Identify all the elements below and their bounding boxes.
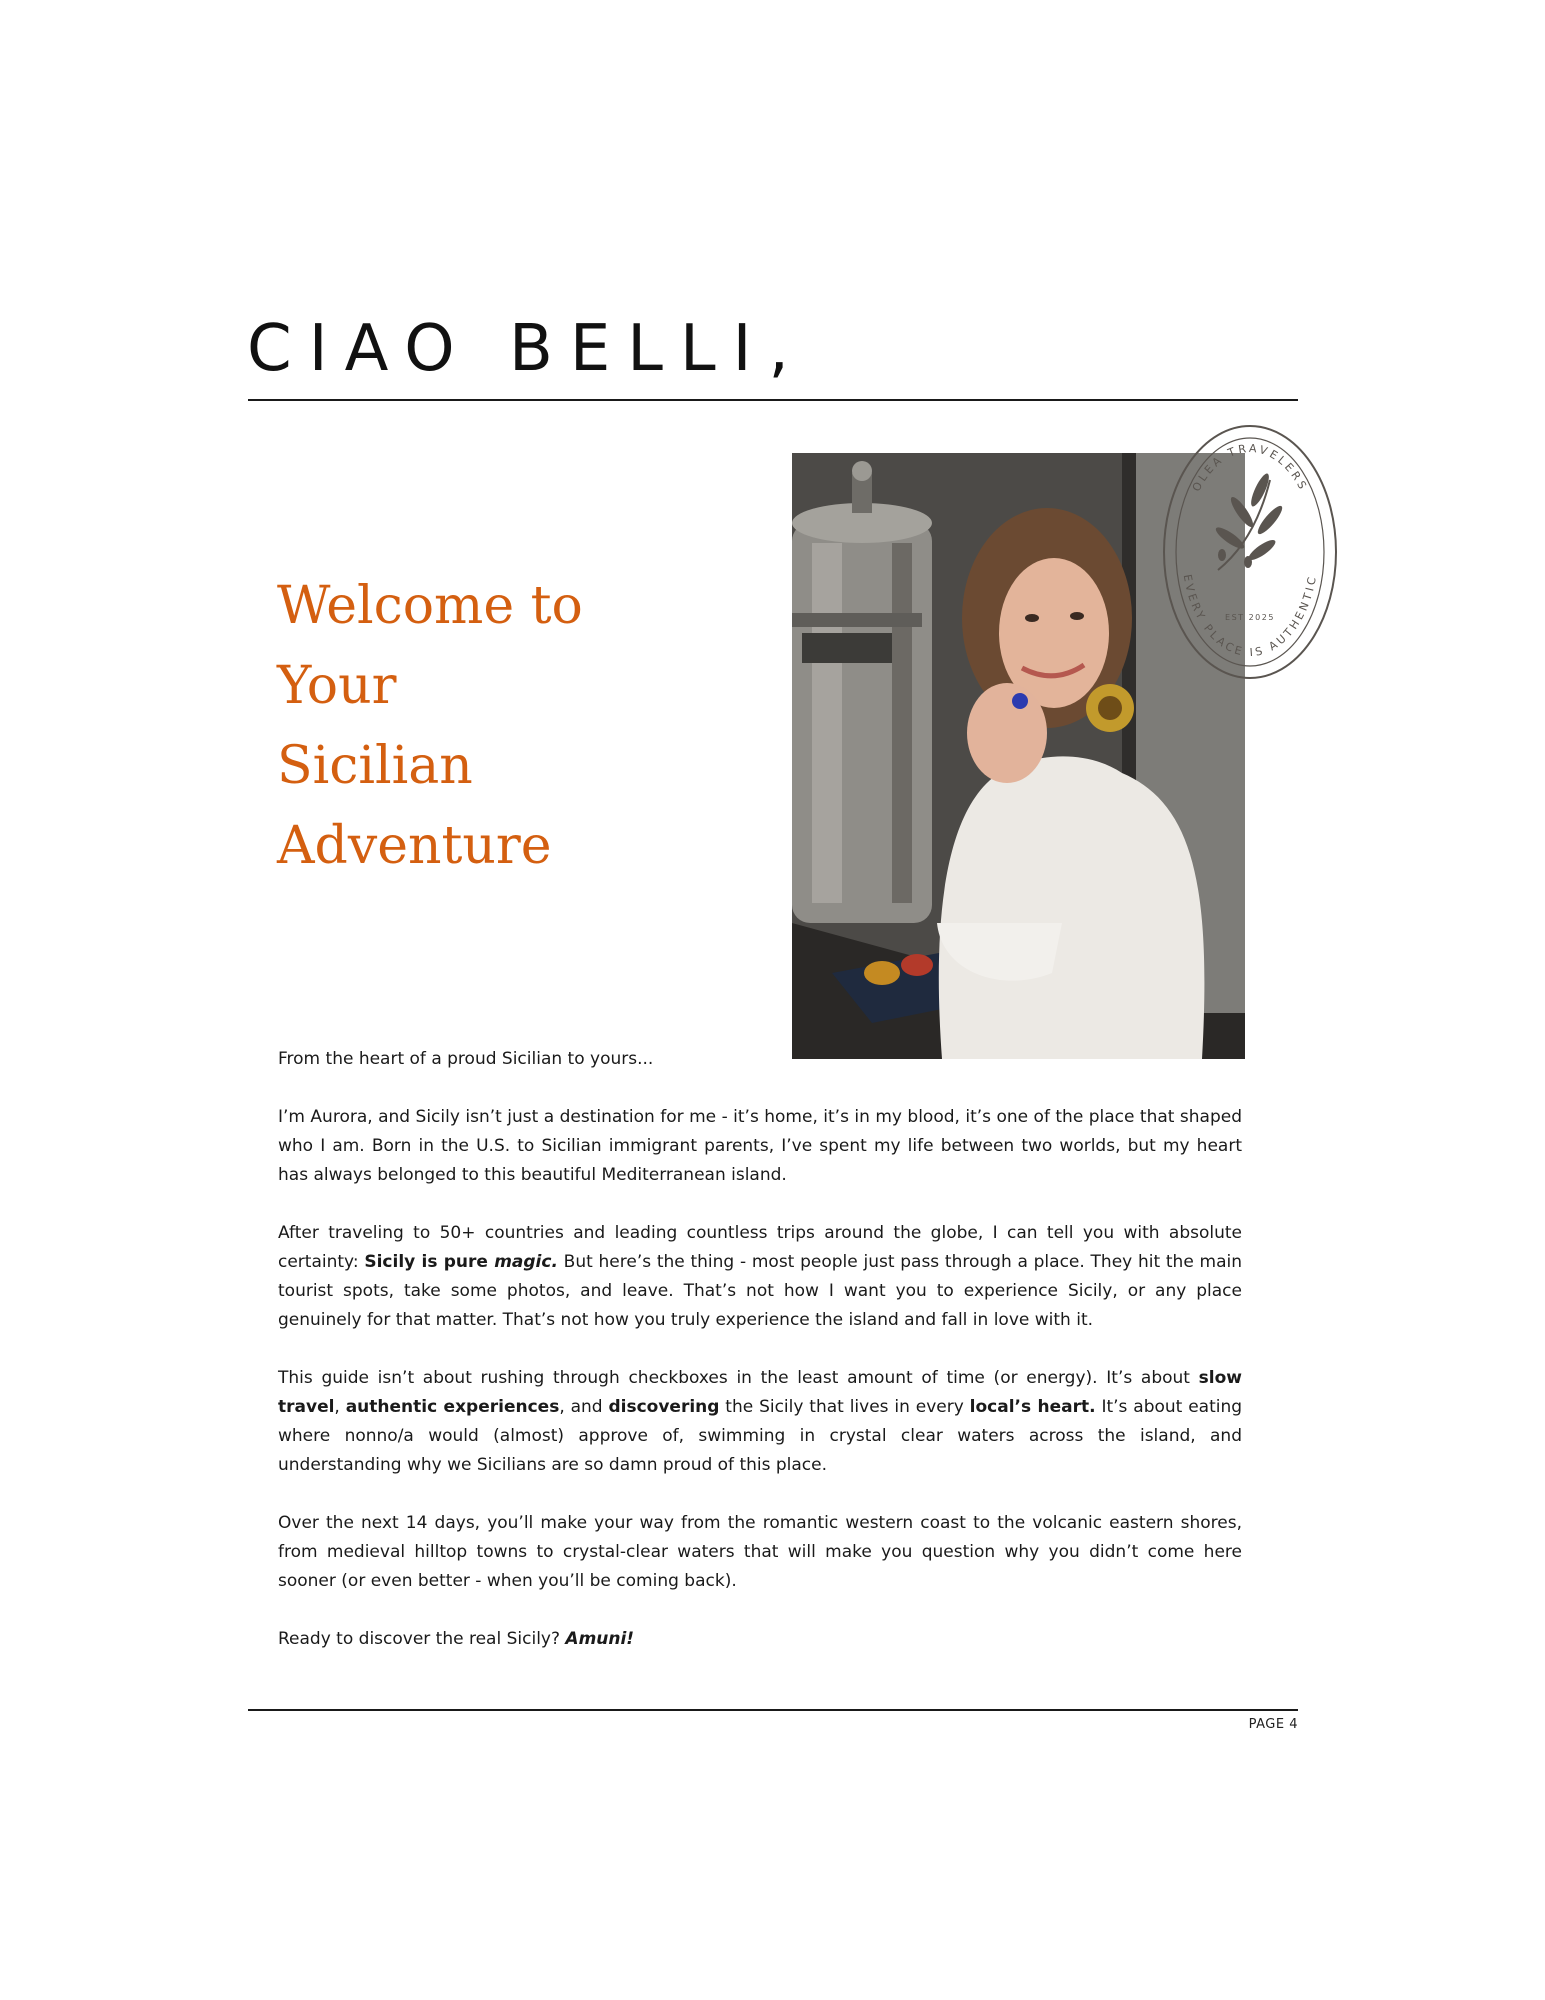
bold-phrase: authentic experiences bbox=[345, 1397, 560, 1417]
text-run: the Sicily that lives in every bbox=[719, 1397, 970, 1417]
text-run: , bbox=[334, 1397, 346, 1417]
welcome-line: Adventure bbox=[277, 816, 552, 876]
footer-divider bbox=[248, 1709, 1298, 1711]
text-run: , and bbox=[559, 1397, 609, 1417]
bold-phrase: discovering bbox=[608, 1397, 720, 1417]
stamp-est-text: EST 2025 bbox=[1225, 613, 1275, 622]
text-run: But here’s the thing - most people just pass through a place. They hit the main tourist spots, take some photos, and leave. That’s not how I want you to experience Sicily, or any place genuinely for that matter. That’s not how you truly experience the island and fall in love with it. bbox=[278, 1252, 1243, 1330]
page-number: PAGE 4 bbox=[1248, 1717, 1298, 1732]
page-title: CIAO BELLI, bbox=[247, 312, 806, 386]
stamp-top-text: OLEA TRAVELERS bbox=[1189, 441, 1311, 494]
bold-phrase: local’s heart. bbox=[969, 1397, 1096, 1417]
intro-paragraph: From the heart of a proud Sicilian to yours... bbox=[278, 1049, 654, 1069]
text-run: Ready to discover the real Sicily? bbox=[278, 1629, 566, 1649]
bold-phrase: slow travel bbox=[278, 1368, 1242, 1417]
welcome-line: Welcome to bbox=[277, 576, 583, 636]
welcome-heading bbox=[277, 566, 583, 886]
paragraph-intro-aurora: I’m Aurora, and Sicily isn’t just a destination for me - it’s home, it’s in my blood, it’s one of the place that shaped who I am. Born in the U.S. to Sicilian immigrant parents, I’ve spent my life between two worlds, but my heart has always belonged to this beautiful Mediterranean island. bbox=[278, 1107, 1242, 1185]
paragraph-travel bbox=[278, 1219, 1242, 1335]
body-text bbox=[278, 1045, 1242, 1683]
welcome-line: Sicilian bbox=[277, 736, 473, 796]
paragraph-guide bbox=[278, 1364, 1242, 1480]
stamp-bottom-text: EVERY PLACE IS AUTHENTIC bbox=[1180, 573, 1320, 660]
paragraph-closing bbox=[278, 1625, 1242, 1654]
olea-travelers-stamp bbox=[1160, 420, 1340, 685]
paragraph-itinerary: Over the next 14 days, you’ll make your way from the romantic western coast to the volcanic eastern shores, from medieval hilltop towns to crystal-clear waters that will make you question why you didn’t come here sooner (or even better - when you’ll be coming back). bbox=[278, 1513, 1242, 1591]
text-run: After traveling to 50+ countries and leading countless trips around the globe, I can tell you with absolute certainty: bbox=[278, 1223, 1242, 1272]
title-divider bbox=[248, 399, 1298, 401]
olive-branch-icon bbox=[1213, 472, 1285, 570]
bold-italic-phrase: magic. bbox=[494, 1252, 558, 1272]
text-run: This guide isn’t about rushing through checkboxes in the least amount of time (or energy). It’s about bbox=[278, 1368, 1199, 1388]
bold-italic-phrase: Amuni! bbox=[565, 1629, 635, 1649]
svg-text:OLEA TRAVELERS bbox=[1190, 442, 1311, 494]
text-run: It’s about eating where nonno/a would (almost) approve of, swimming in crystal clear waters across the island, and understanding why we Sicilians are so damn proud of this place. bbox=[278, 1397, 1243, 1475]
welcome-line: Your bbox=[277, 656, 397, 716]
bold-phrase: Sicily is pure bbox=[364, 1252, 495, 1272]
